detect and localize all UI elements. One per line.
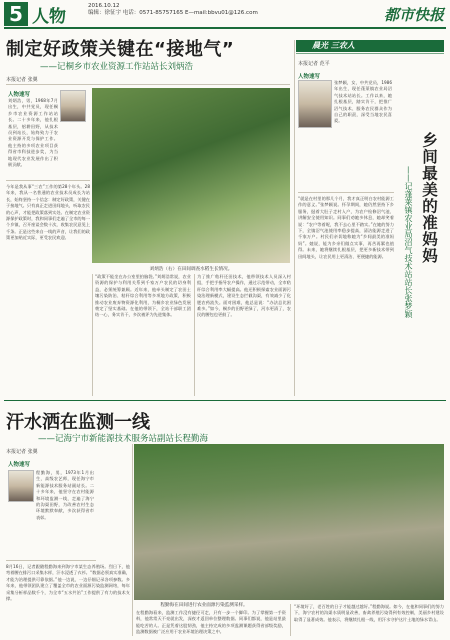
editor-line: 编辑：徐征宇 电话：0571-85757165 E—mail:bbvu01@126.com (88, 10, 258, 16)
column-divider (132, 444, 133, 636)
article1-body-col2: “政策不能坐在办公室里拍脑袋。”刘炳浩常说，农业资源的保护与利用关系到千家万户农民的切身利益，必须统筹兼顾。近年来，他牵头制定了农田土壤污染防治、秸秆综合利用等多项地方政策，积极推动农业废弃物资源化利用，为桐乡农业绿色发展奠定了坚实基础。在他的带领下，全站干部职工团结一心，务实肯干，多次被评为先进集体。 (95, 274, 191, 318)
masthead-rule (4, 27, 446, 29)
article1-byline: 本报记者 张翼 (6, 77, 38, 83)
article1-box-rule (6, 180, 90, 181)
masthead-meta (88, 3, 258, 17)
column-divider (194, 274, 195, 396)
article1-divider (6, 84, 290, 85)
article3-subhead: ——记蓬莱镇农业局沼气技术站站长张梦颖 (404, 166, 413, 318)
article1-photo (92, 88, 290, 263)
article3-body-cont (298, 296, 444, 396)
column-divider (290, 604, 291, 636)
article3-byline: 本报记者 范平 (298, 61, 330, 67)
article1-subhead: ——记桐乡市农业资源工作站站长刘炳浩 (40, 62, 194, 72)
article2-photo-caption: 程勤海在田间进行农业面源污染监测采样。 (160, 603, 248, 608)
article1-box-text: 刘炳浩，男，1968年7月出生，中共党员，现任桐乡市农业资源工作站站长。二十多年来，他扎根基层，躬耕田野，从技术员到站长，始终致力于农业资源开发与保护工作。他主持的多项农业项目获得省市科技进步奖，为当地现代农业发展作出了积极贡献。 (8, 98, 58, 168)
article2-portrait (8, 470, 34, 502)
article1-headline: 制定好政策关键在“接地气” (6, 39, 235, 60)
article3-portrait (298, 80, 332, 128)
article2-box-rule (6, 560, 96, 561)
section-title: 人物 (32, 7, 66, 27)
section-divider (4, 400, 446, 401)
article3-box-tag: 人物速写 (298, 74, 321, 80)
article2-body-col3: “环境好了，老百姓的日子才能越过越好。”程勤海说。如今，在他和同事们的努力下，海宁农村的沟渠水质明显改善，畜禽养殖污染得到有效控制，美丽乡村建设取得了显著成效。他表示，将继续扎根一线，用汗水守护这片土地的绿水青山。 (294, 604, 444, 622)
paper-name: 都市快报 (383, 6, 444, 24)
article1-photo-caption: 刘炳浩（右）在田间调查水稻生长情况。 (149, 267, 233, 272)
article2-body-col2: 在程勤海看来，监测工作没有捷径可走，只有一步一个脚印。为了掌握第一手资料，他常常天不亮就出发，深夜才返回单位整理数据。同事们都说，他是站里最能吃苦的人。正是凭着这股韧劲，他主持完成的多项监测课题获得省部级奖励，监测数据被广泛应用于农业环境治理决策之中。 (136, 610, 286, 635)
page-number: 5 (4, 2, 28, 26)
issue-date: 2016.10.12 (88, 3, 120, 9)
article2-subhead: ——记海宁市新能源技术服务站副站长程勤海 (38, 434, 209, 444)
article2-body-col1: 8月16日，记者跟随程勤海来到海宁市某生态养殖场。烈日下，他弯着腰在排污口采集水样，汗水浸透了衣衫。“数据必须真实准确，才能为治理提供可靠依据。”他一边说，一边仔细记录各项参数。多年来，他带领团队建立了覆盖全市的农业面源污染监测网络，每年采集分析样品数千个，为全市“五水共治”工作提供了有力的技术支撑。 (6, 564, 130, 602)
article1-portrait (60, 90, 86, 122)
article2-headline: 汗水洒在监测一线 (6, 412, 150, 433)
article2-byline: 本报记者 张翼 (6, 449, 38, 455)
article3-box-rule (298, 192, 394, 193)
article3-headline: 乡间最美的准妈妈 (420, 132, 438, 264)
article1-body-col1: 今年是我从事“三农”工作的第28个年头。28年来，我从一名普通的农业技术员成长为站长，始终坚持一个信念：制定好政策，关键在于接地气。只有真正走进田间地头，听取农民的心声，才能把政策落到实处。在制定农业资源保护政策时，我和同事们走遍了全市的每一个乡镇，召开座谈会数十次，收集农民意见上千条。正是这些来自一线的声音，让我们的政策更加贴近实际，更受农民欢迎。 (6, 184, 90, 241)
banner-underline (296, 53, 444, 54)
article3-box-text: 张梦颖，女，中共党员，1986年出生，现任蓬莱镇农业局沼气技术站站长。工作以来，她扎根基层，踏实肯干，把推广沼气技术、服务农民群众作为自己的职责，深受当地农民喜爱。 (334, 80, 392, 124)
zone-divider (294, 40, 295, 396)
article1-box-tag: 人物速写 (8, 92, 31, 98)
article2-box-text: 程勤海，男，1973年1月出生，高级农艺师，现任海宁市新能源技术服务站副站长。二十多年来，他坚守在农村能源和环境监测一线，走遍了海宁的沟渠田野，为改善农村生态环境默默奉献，多次获得省市表彰。 (36, 470, 94, 520)
article2-box-tag: 人物速写 (8, 462, 31, 468)
article1-box-text-cont (62, 122, 86, 176)
column-banner-text: 晨光 三农人 (312, 41, 355, 50)
column-divider (92, 274, 93, 396)
article2-photo (134, 444, 444, 600)
article3-body: “就是在村里的那几个月，我才真正明白农村能源工作的意义。”张梦颖说。怀孕期间，她仍然坚持下乡服务，挺着大肚子走村入户，为农户检修沼气池、讲解安全使用知识。同事们劝她多休息，她却笑着说：“农户等着呢，我不去心里不踏实。”在她的努力下，全镇沼气池使用率稳步提高，清洁能源走进了千家万户。村民们亲切地称她为“乡间最美的准妈妈”。她说，能为乡亲们做点实事，再苦再累也值得。未来，她将继续扎根基层，把更多新技术带到田间地头，让农民用上更清洁、更便捷的能源。 (298, 196, 394, 259)
article1-body-col3: 为了推广秸秆还田技术，他带领技术人员深入村组，手把手指导农户操作，通过示范带动，全市秸秆综合利用率大幅提高。他还积极探索农业面源污染治理新模式，建设生态拦截沟渠，有效减少了化肥农药流失。面对困难，他总是说：“办法总比困难多。”如今，桐乡的田野更绿了，河水更清了，农民的腰包也更鼓了。 (197, 274, 291, 318)
